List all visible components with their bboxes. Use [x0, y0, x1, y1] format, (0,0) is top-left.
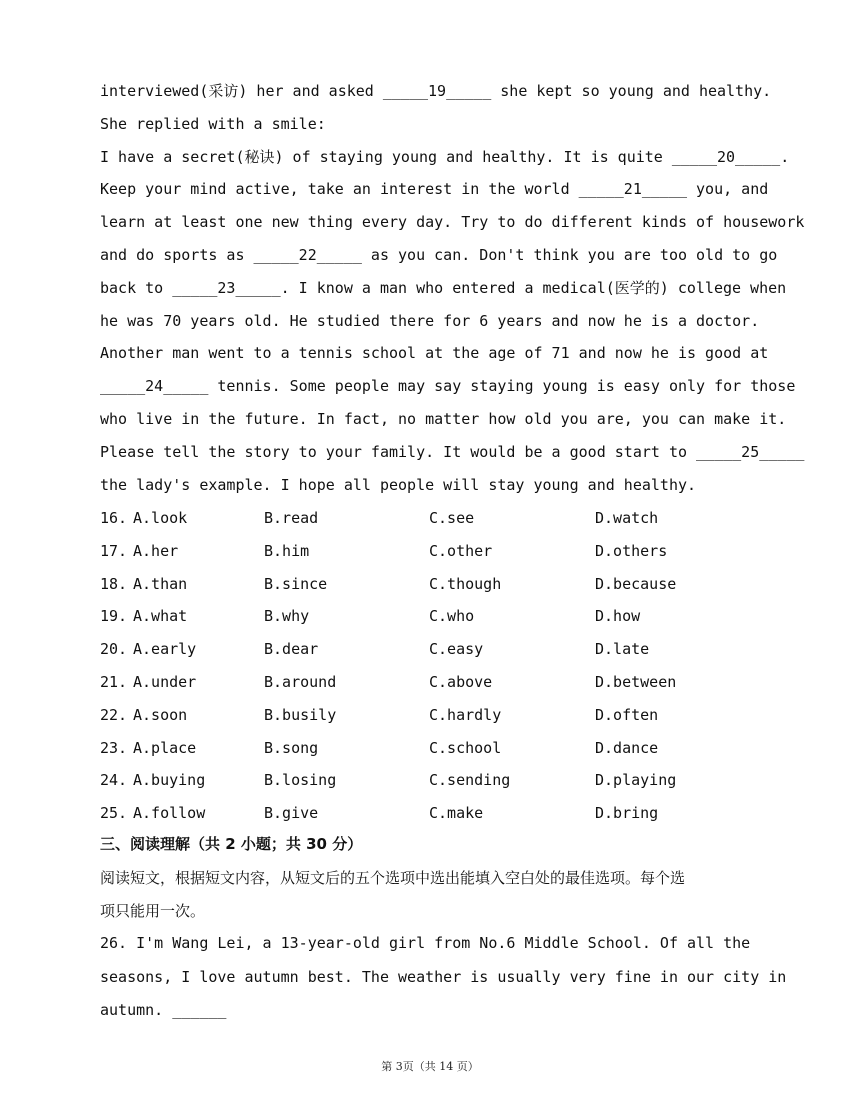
- passage-line: Please tell the story to your family. It would be a good start to _____25_____: [100, 442, 805, 461]
- option-row: [100, 541, 772, 561]
- question-26-line: seasons, I love autumn best. The weather is usually very fine in our city in: [100, 968, 787, 986]
- question-number: 17.: [100, 541, 128, 560]
- option-a: A.her: [133, 541, 179, 560]
- option-b: B.losing: [264, 771, 337, 790]
- option-b: B.busily: [264, 705, 337, 724]
- option-d: D.between: [595, 673, 677, 691]
- question-number: 22.: [100, 705, 128, 724]
- passage-line: interviewed(采访) her and asked _____19_____ she kept so young and healthy.: [100, 82, 772, 100]
- option-c: C.make: [429, 804, 484, 823]
- option-c: C.see: [429, 509, 475, 527]
- option-a: A.early: [133, 640, 197, 659]
- option-row: [100, 574, 772, 594]
- passage-line: _____24_____ tennis. Some people may say staying young is easy only for those: [100, 377, 796, 396]
- option-c: C.though: [429, 574, 502, 593]
- option-d: D.others: [595, 541, 668, 560]
- question-26-line: 26. I'm Wang Lei, a 13-year-old girl from No.6 Middle School. Of all the: [100, 934, 751, 952]
- option-row: [100, 770, 772, 790]
- option-c: C.above: [429, 673, 493, 691]
- option-b: B.song: [264, 738, 319, 757]
- option-row: [100, 606, 772, 626]
- question-number: 21.: [100, 673, 128, 691]
- question-number: 19.: [100, 607, 128, 626]
- option-d: D.dance: [595, 738, 659, 757]
- option-a: A.buying: [133, 771, 206, 790]
- question-26-line: autumn. ______: [100, 1001, 227, 1019]
- passage-line: the lady's example. I hope all people will stay young and healthy.: [100, 475, 697, 494]
- option-row: [100, 508, 772, 528]
- option-row: [100, 672, 772, 692]
- option-d: D.late: [595, 640, 650, 659]
- option-d: D.playing: [595, 771, 677, 790]
- question-number: 23.: [100, 738, 128, 757]
- question-number: 18.: [100, 574, 128, 593]
- option-row: [100, 705, 772, 725]
- question-number: 20.: [100, 640, 128, 659]
- option-c: C.other: [429, 541, 493, 560]
- passage-line: She replied with a smile:: [100, 114, 326, 133]
- option-b: B.why: [264, 607, 310, 626]
- instruction-line: 阅读短文，根据短文内容，从短文后的五个选项中选出能填入空白处的最佳选项。每个选: [100, 869, 686, 887]
- option-c: C.sending: [429, 771, 511, 790]
- option-a: A.soon: [133, 705, 188, 724]
- option-d: D.bring: [595, 804, 659, 823]
- option-c: C.school: [429, 738, 502, 757]
- option-a: A.look: [133, 509, 188, 527]
- question-number: 25.: [100, 804, 128, 823]
- option-d: D.how: [595, 607, 641, 626]
- option-a: A.follow: [133, 804, 206, 823]
- option-b: B.him: [264, 541, 310, 560]
- option-b: B.around: [264, 673, 337, 691]
- option-a: A.than: [133, 574, 188, 593]
- question-number: 24.: [100, 771, 128, 790]
- passage-line: back to _____23_____. I know a man who entered a medical(医学的) college when: [100, 278, 787, 297]
- passage-line: learn at least one new thing every day. Try to do different kinds of housework: [100, 213, 805, 232]
- question-number: 16.: [100, 509, 128, 527]
- passage-line: I have a secret(秘诀) of staying young and healthy. It is quite _____20_____.: [100, 147, 790, 166]
- passage-line: who live in the future. In fact, no matter how old you are, you can make it.: [100, 410, 787, 428]
- option-d: D.watch: [595, 509, 659, 527]
- page-footer: 第 3页（共 14 页）: [381, 1060, 479, 1073]
- option-row: [100, 639, 772, 659]
- option-b: B.read: [264, 509, 319, 527]
- passage-line: he was 70 years old. He studied there for 6 years and now he is a doctor.: [100, 311, 760, 330]
- option-d: D.because: [595, 574, 677, 593]
- option-b: B.dear: [264, 640, 319, 659]
- option-a: A.what: [133, 607, 188, 626]
- option-row: [100, 803, 772, 823]
- passage-line: Keep your mind active, take an interest in the world _____21_____ you, and: [100, 180, 769, 199]
- option-b: B.since: [264, 574, 328, 593]
- option-a: A.under: [133, 673, 197, 691]
- option-c: C.hardly: [429, 705, 502, 724]
- option-a: A.place: [133, 738, 197, 757]
- instruction-line: 项只能用一次。: [100, 902, 206, 920]
- passage-line: Another man went to a tennis school at the age of 71 and now he is good at: [100, 344, 769, 363]
- option-c: C.easy: [429, 640, 484, 659]
- section-heading: 三、阅读理解（共 2 小题；共 30 分）: [100, 835, 363, 853]
- passage-line: and do sports as _____22_____ as you can. Don't think you are too old to go: [100, 246, 778, 264]
- option-row: [100, 738, 772, 758]
- option-c: C.who: [429, 607, 475, 626]
- option-b: B.give: [264, 804, 319, 823]
- option-d: D.often: [595, 705, 659, 724]
